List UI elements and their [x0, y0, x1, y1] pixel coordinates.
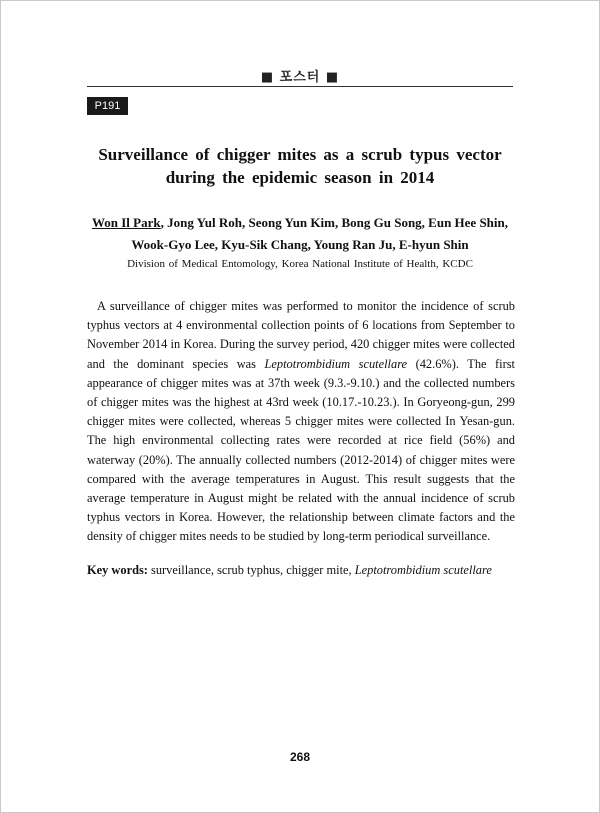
keywords	[87, 561, 515, 580]
poster-id-badge: P191	[87, 97, 128, 115]
page-number: 268	[289, 750, 311, 764]
keywords-species: Leptotrombidium scutellare	[354, 563, 492, 577]
presenting-author: Won Il Park	[91, 215, 161, 230]
title-line-2: during the epidemic season in 2014	[165, 168, 435, 187]
title-line-1: Surveillance of chigger mites as a scrub typus vector	[98, 145, 502, 164]
authors-line-1-rest: , Jong Yul Roh, Seong Yun Kim, Bong Gu Song, Eun Hee Shin,	[160, 215, 509, 230]
section-header: ■ 포스터 ■	[260, 70, 340, 85]
header-divider	[87, 86, 513, 87]
keywords-terms: surveillance, scrub typhus, chigger mite,	[147, 563, 355, 577]
authors-line-1	[87, 212, 513, 234]
keywords-label: Key words:	[87, 563, 148, 577]
abstract-text-part-2: (42.6%). The first appearance of chigger mites was at 37th week (9.3.-9.10.) and the collected numbers of chigger mites was the highest at 43rd week (10.17.-10.23.). In Goryeong-gun, 299 chigger mites were collected, whereas 5 chigger mites were collected In Yesan-gun. The high environmental collecting rates were recorded at rice field (56%) and waterway (20%). The annually collected numbers (2012-2014) of chigger mites were compared with the average temperatures in August. This result suggests that the average temperature in August might be related with the annual incidence of scrub typhus vectors in Korea. However, the relationship between climate factors and the density of chigger mites needs to be studied by long-term periodical surveillance.	[87, 356, 516, 544]
paper-title	[87, 143, 513, 189]
abstract-species-name: Leptotrombidium scutellare	[264, 356, 408, 371]
abstract-text-part-1: A surveillance of chigger mites was performed to monitor the incidence of scrub typhus vectors at 4 environmental collection points of 6 locations from September to November 2014 in Korea. During the survey period, 420 chigger mites were collected and the dominant species was	[87, 299, 515, 371]
authors-line-2: Wook-Gyo Lee, Kyu-Sik Chang, Young Ran Ju, E-hyun Shin	[131, 237, 469, 252]
abstract-body	[87, 297, 515, 547]
affiliation: Division of Medical Entomology, Korea National Institute of Health, KCDC	[127, 258, 473, 270]
author-list	[87, 212, 513, 256]
